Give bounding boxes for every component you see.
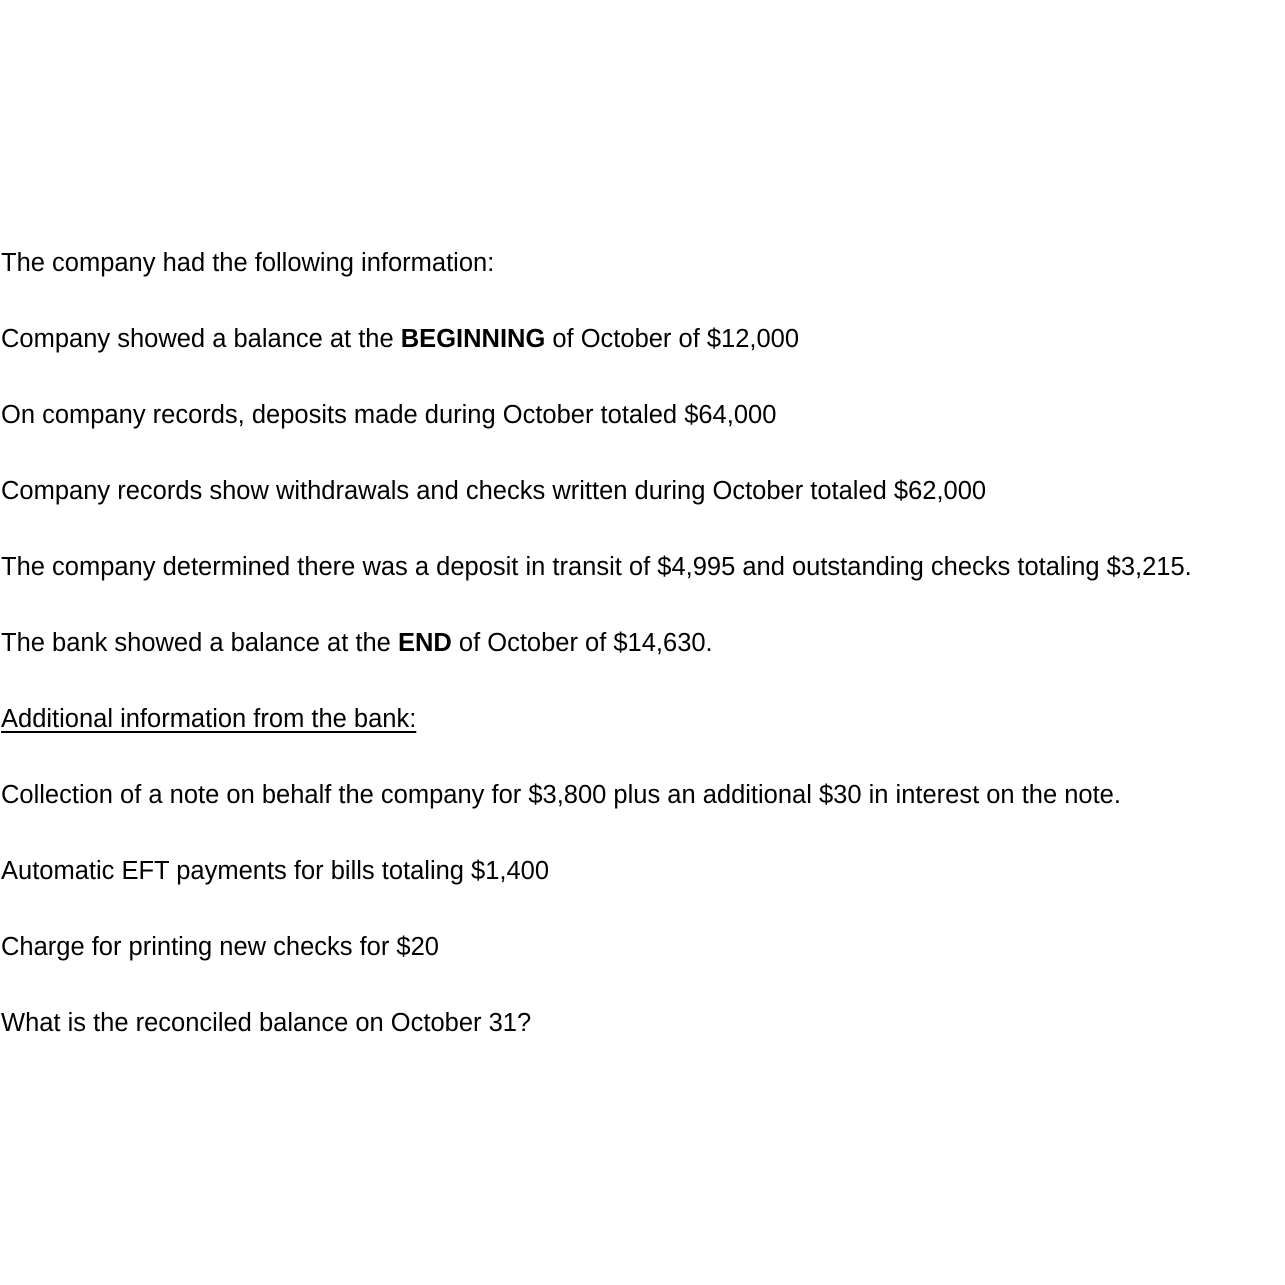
beginning-emphasis: BEGINNING — [400, 325, 546, 353]
beginning-balance-text — [1, 324, 799, 354]
question-text: What is the reconciled balance on October 31? — [1, 1009, 532, 1037]
deposits-text: On company records, deposits made during October totaled $64,000 — [1, 401, 777, 429]
check-printing-text: Charge for printing new checks for $20 — [1, 933, 439, 961]
beginning-prefix: Company showed a balance at the — [1, 325, 401, 353]
transit-text: The company determined there was a deposit in transit of $4,995 and outstanding checks totaling $3,215. — [1, 553, 1192, 581]
eft-payments-text: Automatic EFT payments for bills totaling $1,400 — [1, 857, 550, 885]
ending-balance-text — [1, 628, 713, 658]
ending-suffix: of October of $14,630. — [451, 629, 713, 657]
beginning-suffix: of October of $12,000 — [545, 325, 800, 353]
additional-info-heading: Additional information from the bank: — [1, 705, 417, 733]
withdrawals-text: Company records show withdrawals and checks written during October totaled $62,000 — [1, 477, 987, 505]
note-collection-text: Collection of a note on behalf the company for $3,800 plus an additional $30 in interest on the note. — [1, 781, 1121, 809]
ending-prefix: The bank showed a balance at the — [1, 629, 398, 657]
ending-emphasis: END — [397, 629, 452, 657]
intro-text: The company had the following information: — [1, 249, 495, 277]
